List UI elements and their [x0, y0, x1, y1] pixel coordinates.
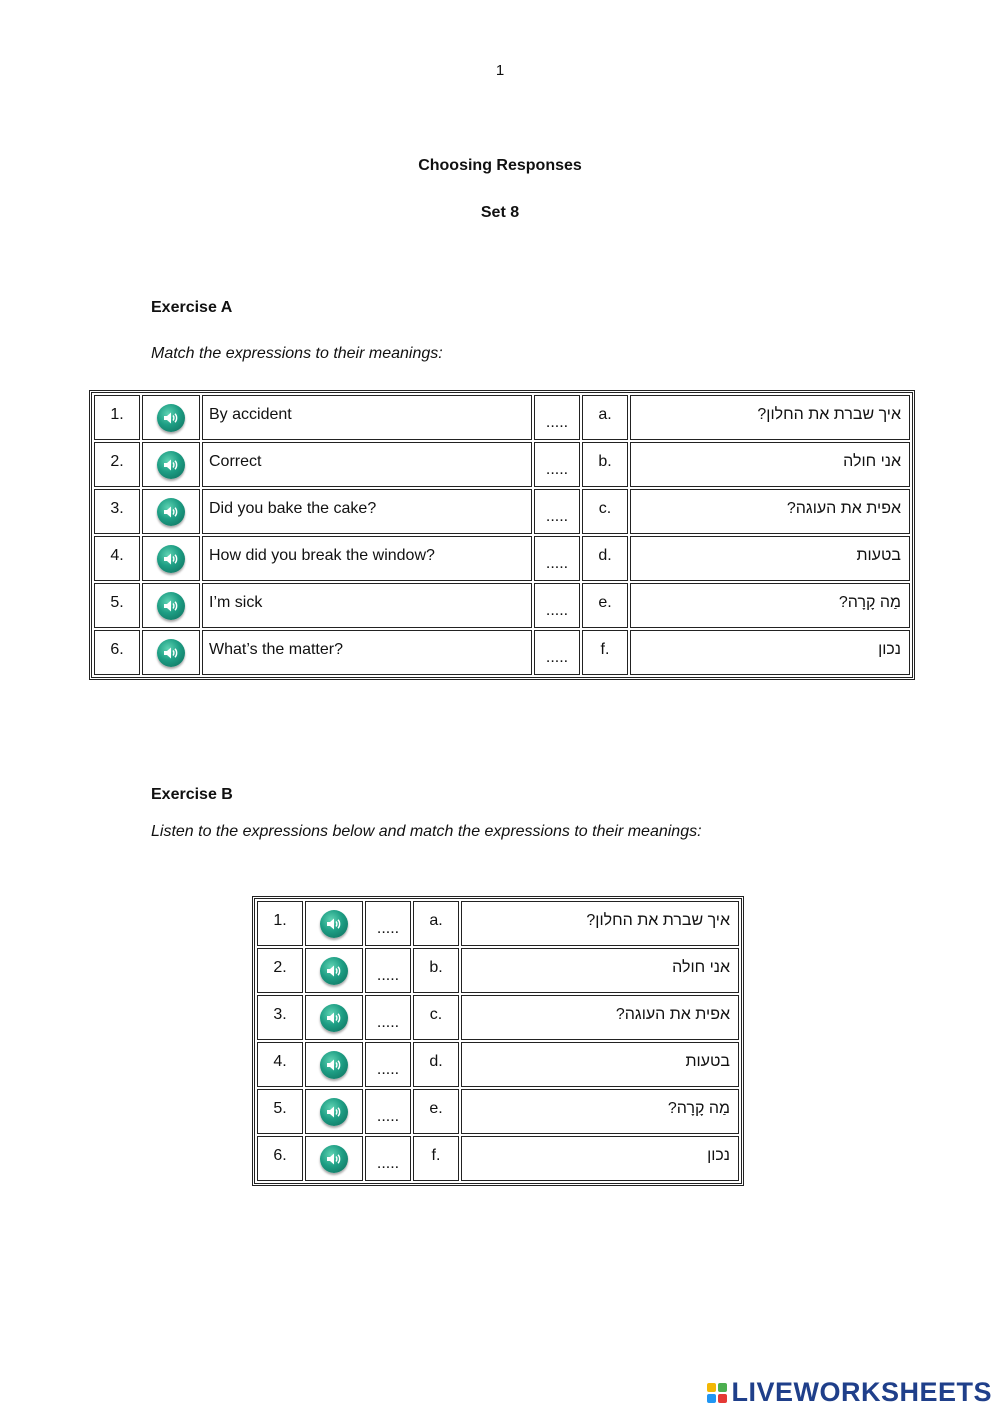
hebrew-meaning: אני חולה: [461, 948, 739, 993]
answer-blank[interactable]: .....: [534, 630, 580, 675]
item-number: 3.: [257, 995, 303, 1040]
audio-cell: [142, 489, 200, 534]
audio-cell: [142, 630, 200, 675]
option-letter: b.: [582, 442, 628, 487]
table-row: [257, 1042, 739, 1087]
audio-cell: [305, 1042, 363, 1087]
audio-cell: [305, 995, 363, 1040]
hebrew-meaning: נכון: [630, 630, 910, 675]
answer-blank[interactable]: .....: [534, 442, 580, 487]
speaker-icon[interactable]: [157, 639, 185, 667]
item-number: 4.: [94, 536, 140, 581]
audio-cell: [305, 948, 363, 993]
logo-mark-icon: [707, 1383, 727, 1403]
english-expression: How did you break the window?: [202, 536, 532, 581]
answer-blank[interactable]: .....: [365, 901, 411, 946]
option-letter: c.: [582, 489, 628, 534]
hebrew-meaning: בטעות: [630, 536, 910, 581]
liveworksheets-logo: [707, 1377, 992, 1408]
item-number: 3.: [94, 489, 140, 534]
option-letter: d.: [413, 1042, 459, 1087]
english-expression: What’s the matter?: [202, 630, 532, 675]
table-row: [257, 948, 739, 993]
english-expression: By accident: [202, 395, 532, 440]
answer-blank[interactable]: .....: [365, 1042, 411, 1087]
option-letter: e.: [582, 583, 628, 628]
speaker-icon[interactable]: [320, 1145, 348, 1173]
worksheet-title: Choosing Responses: [418, 157, 582, 174]
exercise-b-table: [252, 896, 744, 1186]
audio-cell: [305, 1136, 363, 1181]
table-row: [257, 1089, 739, 1134]
page-number: 1: [495, 62, 505, 79]
table-row: [94, 442, 910, 487]
logo-text: LIVEWORKSHEETS: [731, 1377, 992, 1407]
speaker-icon[interactable]: [320, 957, 348, 985]
english-expression: I’m sick: [202, 583, 532, 628]
table-row: [94, 583, 910, 628]
table-row: [94, 536, 910, 581]
table-row: [257, 1136, 739, 1181]
item-number: 1.: [257, 901, 303, 946]
hebrew-meaning: בטעות: [461, 1042, 739, 1087]
answer-blank[interactable]: .....: [534, 489, 580, 534]
set-label: Set 8: [480, 204, 520, 221]
option-letter: d.: [582, 536, 628, 581]
item-number: 5.: [94, 583, 140, 628]
hebrew-meaning: נכון: [461, 1136, 739, 1181]
option-letter: f.: [582, 630, 628, 675]
audio-cell: [142, 395, 200, 440]
answer-blank[interactable]: .....: [365, 1136, 411, 1181]
item-number: 2.: [257, 948, 303, 993]
audio-cell: [142, 536, 200, 581]
hebrew-meaning: מַה קָרָה?: [630, 583, 910, 628]
option-letter: a.: [582, 395, 628, 440]
option-letter: c.: [413, 995, 459, 1040]
option-letter: f.: [413, 1136, 459, 1181]
option-letter: a.: [413, 901, 459, 946]
item-number: 1.: [94, 395, 140, 440]
item-number: 4.: [257, 1042, 303, 1087]
hebrew-meaning: איך שברת את החלון?: [461, 901, 739, 946]
exercise-b-heading: Exercise B: [151, 786, 233, 803]
speaker-icon[interactable]: [157, 592, 185, 620]
answer-blank[interactable]: .....: [534, 395, 580, 440]
hebrew-meaning: איך שברת את החלון?: [630, 395, 910, 440]
speaker-icon[interactable]: [157, 404, 185, 432]
exercise-a-instruction: Match the expressions to their meanings:: [151, 345, 443, 362]
answer-blank[interactable]: .....: [365, 995, 411, 1040]
speaker-icon[interactable]: [320, 1051, 348, 1079]
speaker-icon[interactable]: [320, 1098, 348, 1126]
audio-cell: [305, 1089, 363, 1134]
speaker-icon[interactable]: [157, 451, 185, 479]
answer-blank[interactable]: .....: [365, 1089, 411, 1134]
speaker-icon[interactable]: [157, 498, 185, 526]
option-letter: e.: [413, 1089, 459, 1134]
item-number: 5.: [257, 1089, 303, 1134]
english-expression: Did you bake the cake?: [202, 489, 532, 534]
answer-blank[interactable]: .....: [534, 536, 580, 581]
hebrew-meaning: אפית את העוגה?: [461, 995, 739, 1040]
exercise-b-instruction: Listen to the expressions below and match the expressions to their meanings:: [151, 823, 702, 840]
table-row: [94, 630, 910, 675]
option-letter: b.: [413, 948, 459, 993]
speaker-icon[interactable]: [320, 910, 348, 938]
hebrew-meaning: אני חולה: [630, 442, 910, 487]
hebrew-meaning: אפית את העוגה?: [630, 489, 910, 534]
table-row: [257, 901, 739, 946]
audio-cell: [305, 901, 363, 946]
audio-cell: [142, 442, 200, 487]
speaker-icon[interactable]: [320, 1004, 348, 1032]
answer-blank[interactable]: .....: [365, 948, 411, 993]
table-row: [94, 489, 910, 534]
english-expression: Correct: [202, 442, 532, 487]
item-number: 2.: [94, 442, 140, 487]
table-row: [257, 995, 739, 1040]
hebrew-meaning: מַה קָרָה?: [461, 1089, 739, 1134]
audio-cell: [142, 583, 200, 628]
exercise-a-table: [89, 390, 915, 680]
answer-blank[interactable]: .....: [534, 583, 580, 628]
item-number: 6.: [257, 1136, 303, 1181]
exercise-a-heading: Exercise A: [151, 299, 233, 316]
table-row: [94, 395, 910, 440]
item-number: 6.: [94, 630, 140, 675]
speaker-icon[interactable]: [157, 545, 185, 573]
